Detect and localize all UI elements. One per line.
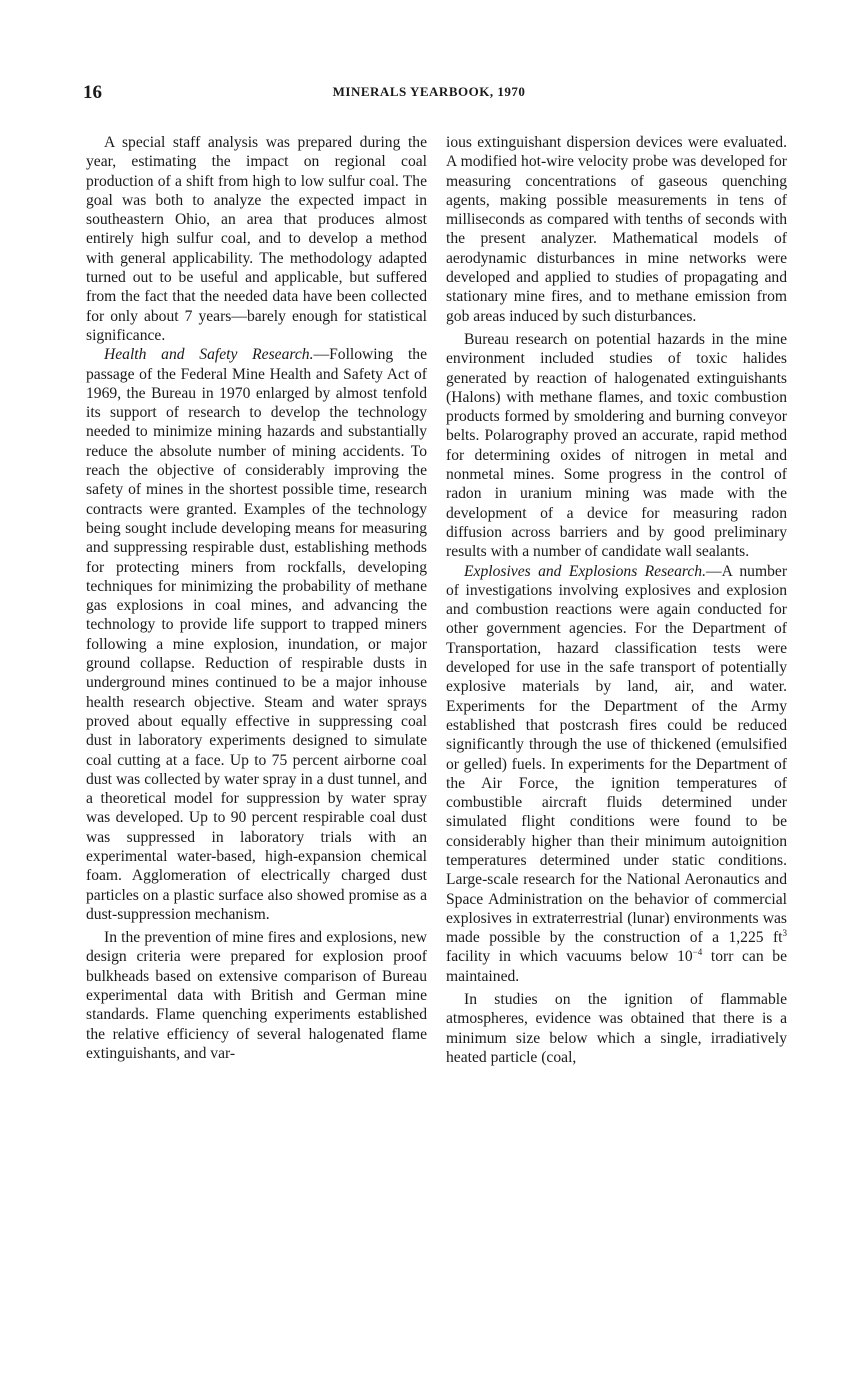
paragraph-mine-environment: Bureau research on potential hazards in the mine environment included studies of toxic halides generated by reaction of halogenated extinguishants (Halons) with methane flames, and toxic combustion products formed by smoldering and burning conveyor belts. Polarography proved an accurate, rapid method for determining oxides of nitrogen in metal and nonmetal mines. Some progress in the control of radon in uranium mining was made with the development of a device for measuring radon diffusion across barriers and by good preliminary results with a number of candidate wall sealants. <box>446 330 787 561</box>
paragraph-health-safety-body: —Following the passage of the Federal Mine Health and Safety Act of 1969, the Bureau in 1970 enlarged by almost tenfold its support of research to develop the technology needed to minimize mining hazards and substantially reduce the absolute number of mining accidents. To reach the objective of considerably improving the safety of mines in the shortest possible time, research contracts were granted. Examples of the technology being sought include developing means for measuring and suppressing respirable dust, establishing methods for protecting miners from rockfalls, developing techniques for minimizing the probability of methane gas explosions in coal mines, and advancing the technology to provide life support to trapped miners following a mine explosion, inundation, or major ground collapse. Reduction of respirable dusts in underground mines continued to be a major inhouse health research objective. Steam and water sprays proved about equally effective in suppressing coal dust in laboratory experiments designed to simulate coal cutting at a face. Up to 75 percent airborne coal dust was collected by water spray in a dust tunnel, and a theoretical model for suppression by water spray was developed. Up to 90 percent respirable coal dust was suppressed in laboratory trials with an experimental water-based, high-expansion chemical foam. Agglomeration of electrically charged dust particles on a plastic surface also showed promise as a dust-suppression mechanism. <box>86 346 428 923</box>
paragraph-ignition-studies: In studies on the ignition of flammable atmospheres, evidence was obtained that there is a minimum size below which a single, irradiatively heated particle (coal, <box>446 991 787 1066</box>
paragraph-explosives-body-c: torr can be maintained. <box>446 948 787 985</box>
paragraph-extinguishant-continued: ious extinguishant dispersion devices were evaluated. A modified hot-wire velocity probe was developed for measuring concentrations of gaseous quenching agents, making possible measurements in tens of milliseconds as compared with tenths of seconds with the present analyzer. Mathematical models of aerodynamic disturbances in mine networks were developed and applied to studies of propagating and stationary mine fires, and to methane emission from gob areas induced by such disturbances. <box>446 134 787 325</box>
left-column <box>86 133 427 1063</box>
paragraph-explosives <box>446 562 787 987</box>
running-head: MINERALS YEARBOOK, 1970 <box>332 84 526 99</box>
exponent-superscript: −4 <box>692 947 703 958</box>
cubic-superscript: 3 <box>782 927 787 938</box>
section-heading-health-safety: Health and Safety Research. <box>104 346 314 364</box>
paragraph-explosives-body-a: —A number of investigations involving explosives and explosion and combustion reactions were again conducted for other government agencies. For the Department of Transportation, hazard classification tests were developed for use in the safe transport of potentially explosive materials by land, air, and water. Experiments for the Department of the Army established that postcrash fires could be reduced significantly through the use of thickened (emulsified or gelled) fuels. In experiments for the Department of the Air Force, the ignition temperatures of combustible aircraft fluids determined under simulated flight conditions were found to be considerably higher than their minimum autoignition temperatures determined under static conditions. Large-scale research for the National Aeronautics and Space Administration on the behavior of commercial explosives in extraterrestrial (lunar) environments was made possible by the construction of a 1,225 ft <box>446 562 788 947</box>
paragraph-explosives-body-b: facility in which vacuums below 10 <box>446 948 693 966</box>
paragraph-health-safety <box>86 345 427 924</box>
paragraph-mine-fires: In the prevention of mine fires and explosions, new design criteria were prepared for explosion proof bulkheads based on extensive comparison of Bureau experimental data with British and German mine standards. Flame quenching experiments established the relative efficiency of several halogenated flame extinguishants, and var- <box>86 929 427 1062</box>
paragraph-staff-analysis: A special staff analysis was prepared during the year, estimating the impact on regional coal production of a shift from high to low sulfur coal. The goal was both to analyze the expected impact in southeastern Ohio, an area that produces almost entirely high sulfur coal, and to develop a method with general applicability. The methodology adapted turned out to be useful and applicable, but suffered from the fact that the needed data have been collected for only about 7 years—barely enough for statistical significance. <box>86 134 427 344</box>
right-column <box>446 133 787 1067</box>
section-heading-explosives: Explosives and Explosions Research. <box>464 562 706 580</box>
page-number: 16 <box>83 82 102 103</box>
